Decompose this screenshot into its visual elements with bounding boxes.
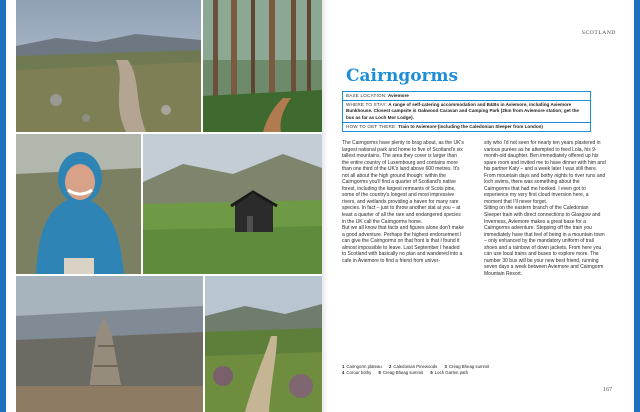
info-key: BASE LOCATION: [346,93,387,98]
info-key: HOW TO GET THERE: [346,123,397,129]
body-text: sity who I'd not seen for nearly ten years plastered in various purées as he attempted to feed Lola, his 9-month-old daughter. Ben immediately offered up his spare room and invited me to have dinner with him and his partner Katy – and a week later I was still there. From mountain days and bothy nights to river runs and loch swims, there was something about the Cairngorms that had me hooked. I even got to experience my very first cloud inversion here, a moment that I'll never forget. Sitting on the eastern branch of the Caledonian Sleeper train with direct connections to Glasgow and Inverness, Aviemore makes a great base for a Cairngorms adventure. Stepping off the train you immediately have that feel of being in a mountain town – only enhanced by the mandatory uniform of trail shoes and a rainbow of down jackets. From here you can use local trains and buses to explore more. The number 30 bus will be your new best friend, running seven days a week between Aviemore and Cairngorm Mountain Resort. [484,140,606,277]
info-box [342,91,591,132]
body-text: The Cairngorms have plenty to brag about, as the UK's largest national park and home to five of Scotland's six tallest mountains. The area they cover is larger than the entire country of Luxembourg and contains more than one third of the UK's land above 600 metres. It's not all about the high ground though: within the Cairngorms you'll find a quarter of Scotland's native forest, including the largest remnants of Scots pine, some of the country's longest and most impressive rivers, and wetlands providing a haven for many rare species. In fact – just to throw another stat at you – at least a quarter of all the rare and endangered species in the UK call the Cairngorms home. But we all know that facts and figures alone don't make a good adventure. Perhaps the highest endorsement I can give the Cairngorms on that front is that I found it almost impossible to leave. Last September I headed to Scotland with basically no plan and wandered into a cafe in Aviemore to find a friend from univer- [342,140,464,264]
info-value: Aviemore [388,93,409,98]
region-tag: SCOTLAND [581,30,616,36]
caption: 1 Cairngorm plateau [342,364,382,369]
info-where-to-stay [343,101,590,123]
caption: 5 Creag Bheag summit [378,370,424,375]
caption: 6 Loch Garten path [430,370,469,375]
path-photo [205,276,322,412]
info-key: WHERE TO STAY: [346,102,388,108]
plateau-photo [16,0,201,132]
pinewoods-photo [203,0,322,132]
photo-captions [342,364,582,376]
article-title: Cairngorms [346,66,459,86]
info-how-to-get-there [343,123,590,131]
caption: 4 Corour bothy [342,370,372,375]
info-base-location [343,92,590,101]
caption: 2 Caledonian Pinewoods [388,364,438,369]
selfie-photo [16,134,141,274]
caption: 3 Creag Bheag summit [444,364,490,369]
magazine-spread [6,0,634,412]
info-value: A range of self-catering accommodation and B&Bs in Aviemore, including Aviemore Bunkhouse. Closest campsite is Oakwood Caravan and Camping Park (2km from Aviemore station; get the bus as far as Loch Mor Lodge). [346,102,579,120]
page-number: 167 [603,387,612,393]
caption-row [342,370,582,376]
right-page-article [328,0,634,412]
bothy-photo [143,134,322,274]
info-value: Train to Aviemore (including the Caledonian Sleeper from London) [398,123,543,129]
left-page-photos [16,0,322,412]
body-column-1 [342,140,464,264]
body-column-2 [484,140,606,277]
cairn-photo [16,276,203,412]
